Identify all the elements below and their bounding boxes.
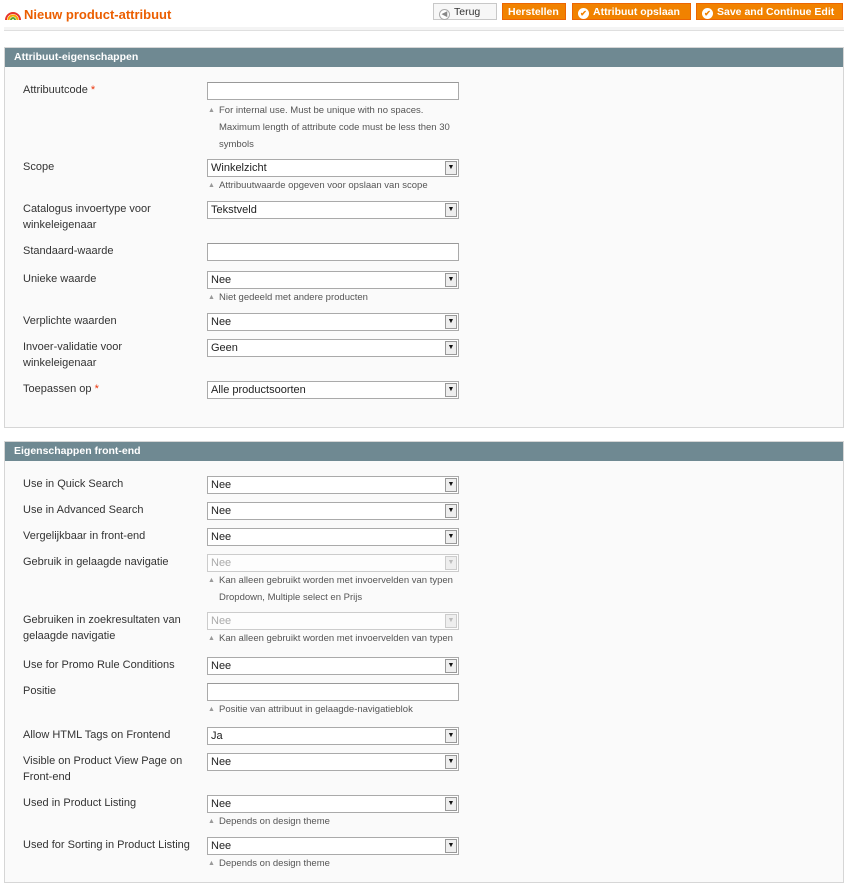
chevron-down-icon: ▼ [445,659,457,673]
field-note: ▲ For internal use. Must be unique with no spaces. Maximum length of attribute code must be less then 30 symbols [208,105,450,150]
field-label: Used in Product Listing [23,797,137,809]
attribute-code-input[interactable] [207,82,459,100]
chevron-down-icon: ▼ [445,729,457,743]
field-label: Invoer-validatie voor winkeleigenaar [23,341,123,369]
section-title: Attribuut-eigenschappen [5,48,843,67]
field-label: Catalogus invoertype voor winkeleigenaar [23,203,151,231]
field-label: Attribuutcode * [23,84,96,96]
page-title: Nieuw product-attribuut [24,7,172,22]
page-header [0,0,847,30]
input-type-select[interactable]: Tekstveld ▼ [207,201,459,219]
visible-on-product-select[interactable]: Nee ▼ [207,753,459,771]
chevron-down-icon: ▼ [445,839,457,853]
layered-navigation-search-select[interactable]: Nee ▼ [207,612,459,630]
back-button[interactable] [433,3,497,20]
input-validation-select[interactable]: Geen ▼ [207,339,459,357]
header-divider [4,27,844,31]
field-note: ▲ Depends on design theme [208,816,330,827]
chevron-down-icon: ▼ [445,315,457,329]
field-label: Allow HTML Tags on Frontend [23,729,171,741]
chevron-down-icon: ▼ [445,530,457,544]
save-continue-button-label: Save and Continue Edit [717,6,835,18]
required-marker: * [90,84,96,96]
html-tags-select[interactable]: Ja ▼ [207,727,459,745]
reset-button[interactable] [502,3,566,20]
field-note: ▲ Attribuutwaarde opgeven voor opslaan van scope [208,180,428,191]
quick-search-select[interactable]: Nee ▼ [207,476,459,494]
chevron-down-icon: ▼ [445,504,457,518]
field-label: Use in Quick Search [23,478,124,490]
field-label: Used for Sorting in Product Listing [23,839,190,851]
field-label: Use in Advanced Search [23,504,144,516]
rainbow-logo-icon [4,7,22,21]
product-listing-select[interactable]: Nee ▼ [207,795,459,813]
layered-navigation-select[interactable]: Nee ▼ [207,554,459,572]
save-button-label: Attribuut opslaan [593,6,680,18]
chevron-down-icon: ▼ [445,556,457,570]
field-label: Verplichte waarden [23,315,117,327]
apply-to-select[interactable]: Alle productsoorten ▼ [207,381,459,399]
chevron-down-icon: ▼ [445,203,457,217]
chevron-down-icon: ▼ [445,614,457,628]
advanced-search-select[interactable]: Nee ▼ [207,502,459,520]
field-note: ▲ Positie van attribuut in gelaagde-navigatieblok [208,704,413,715]
required-marker: * [94,383,99,395]
chevron-down-icon: ▼ [445,273,457,287]
chevron-down-icon: ▼ [445,478,457,492]
scope-select[interactable]: Winkelzicht ▼ [207,159,459,177]
check-icon: ✔ [578,8,589,19]
promo-rule-select[interactable]: Nee ▼ [207,657,459,675]
field-label: Standaard-waarde [23,245,114,257]
chevron-down-icon: ▼ [445,161,457,175]
field-label: Visible on Product View Page on Front-end [23,755,183,783]
attribute-properties-fieldset [4,47,844,428]
save-continue-button[interactable] [696,3,843,20]
field-note: ▲ Kan alleen gebruikt worden met invoervelden van typen [208,633,453,644]
field-label: Unieke waarde [23,273,97,285]
field-label: Gebruiken in zoekresultaten van gelaagde navigatie [23,614,181,642]
frontend-properties-fieldset [4,441,844,883]
comparable-select[interactable]: Nee ▼ [207,528,459,546]
sorting-select[interactable]: Nee ▼ [207,837,459,855]
field-note: ▲ Depends on design theme [208,858,330,869]
chevron-down-icon: ▼ [445,797,457,811]
field-note: ▲ Niet gedeeld met andere producten [208,292,368,303]
field-label: Use for Promo Rule Conditions [23,659,175,671]
reset-button-label: Herstellen [508,6,559,18]
field-label: Gebruik in gelaagde navigatie [23,556,169,568]
required-values-select[interactable]: Nee ▼ [207,313,459,331]
section-title: Eigenschappen front-end [5,442,843,461]
field-label: Scope [23,161,55,173]
unique-value-select[interactable]: Nee ▼ [207,271,459,289]
chevron-down-icon: ▼ [445,383,457,397]
field-label: Positie [23,685,57,697]
back-button-label: Terug [454,6,481,18]
save-attribute-button[interactable] [572,3,691,20]
field-note: ▲ Kan alleen gebruikt worden met invoervelden van typen Dropdown, Multiple select en Prijs [208,575,453,603]
check-icon: ✔ [702,8,713,19]
back-icon: ◀ [439,9,450,20]
position-input[interactable] [207,683,459,701]
field-label: Toepassen op * [23,383,99,395]
default-value-input[interactable] [207,243,459,261]
chevron-down-icon: ▼ [445,755,457,769]
field-label: Vergelijkbaar in front-end [23,530,146,542]
chevron-down-icon: ▼ [445,341,457,355]
